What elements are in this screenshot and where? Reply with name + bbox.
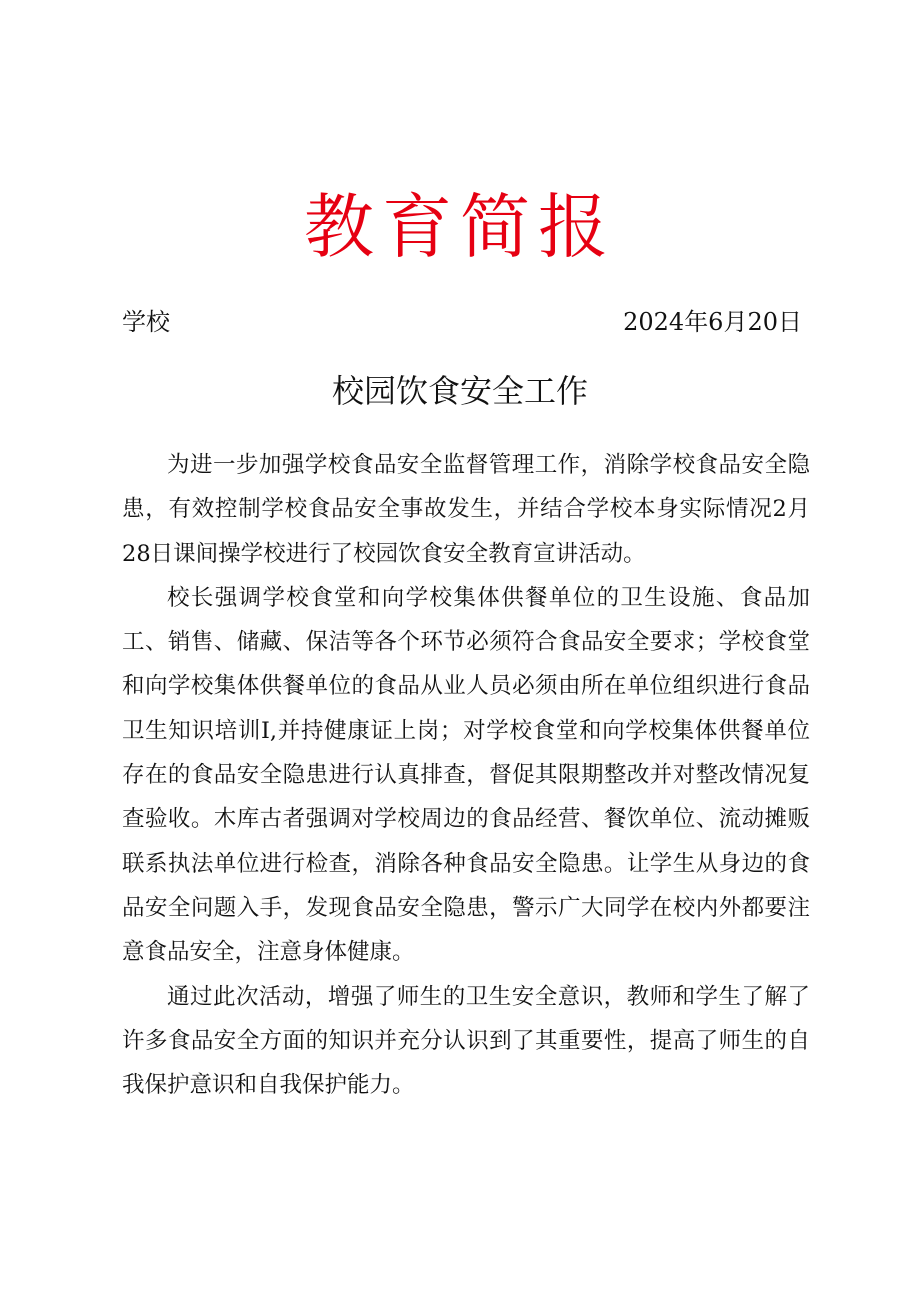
masthead-title: 教育简报: [304, 186, 616, 268]
paragraph-3: 通过此次活动，增强了师生的卫生安全意识，教师和学生了解了许多食品安全方面的知识并充分认识到了其重要性，提高了师生的自我保护意识和自我保护能力。: [122, 983, 810, 1099]
issue-date: 2024年6月20日: [623, 308, 802, 336]
meta-row: [122, 305, 802, 339]
paragraph-2: 校长强调学校食堂和向学校集体供餐单位的卫生设施、食品加工、销售、储藏、保洁等各个环节必须符合食品安全要求；学校食堂和向学校集体供餐单位的食品从业人员必须由所在单位组织进行食品卫生知识培训I,并持健康证上岗；对学校食堂和向学校集体供餐单位存在的食品安全隐患进行认真排查，督促其限期整改并对整改情况复查验收。木库古者强调对学校周边的食品经营、餐饮单位、流动摊贩联系执法单位进行检查，消除各种食品安全隐患。让学生从身边的食品安全问题入手，发现食品安全隐患，警示广大同学在校内外都要注意食品安全，注意身体健康。: [122, 584, 810, 966]
organization-label: 学校: [122, 308, 170, 336]
paragraph-1: 为进一步加强学校食品安全监督管理工作，消除学校食品安全隐患，有效控制学校食品安全事故发生，并结合学校本身实际情况2月28日课间操学校进行了校园饮食安全教育宣讲活动。: [122, 452, 810, 567]
article-body: [122, 443, 810, 1107]
article-title: 校园饮食安全工作: [331, 372, 588, 410]
